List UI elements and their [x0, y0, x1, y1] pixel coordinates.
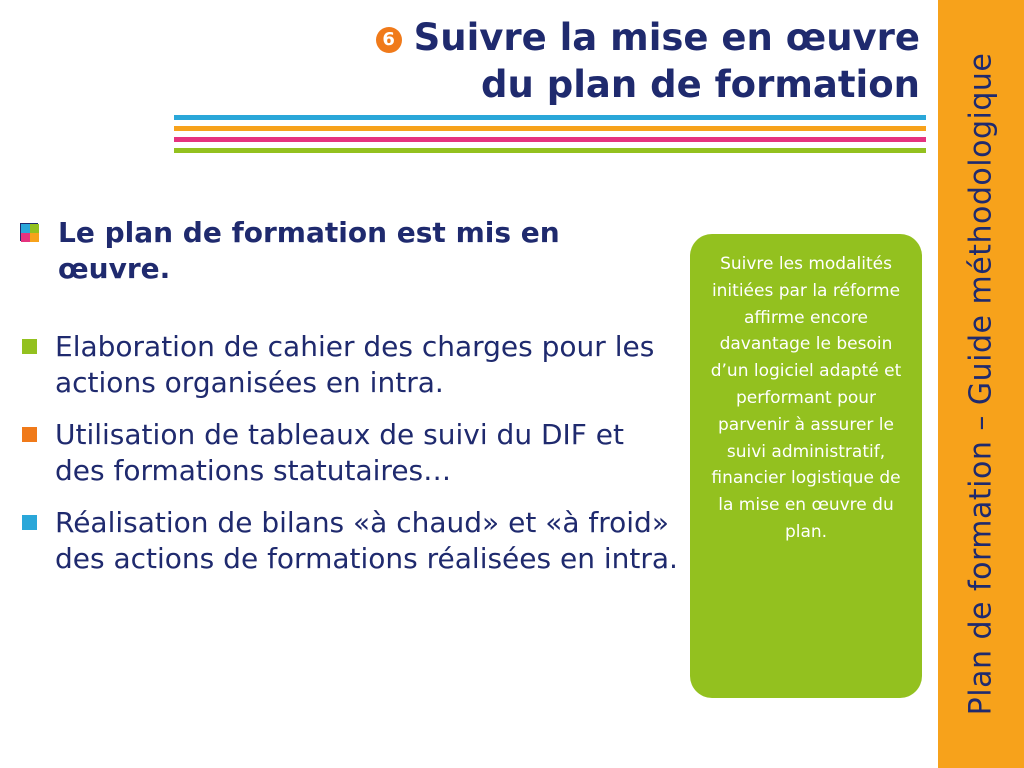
multicolor-square-icon [20, 223, 38, 241]
page-title [376, 14, 920, 108]
stripe-green [174, 148, 926, 153]
orange-square-icon [22, 427, 37, 442]
bullet-text: Elaboration de cahier des charges pour les actions organisées en intra. [55, 330, 655, 399]
bullet-item [18, 417, 678, 489]
stripe-blue [174, 115, 926, 120]
main-heading-row [18, 215, 678, 287]
blue-square-icon [22, 515, 37, 530]
bullet-text: Utilisation de tableaux de suivi du DIF et des formations statutaires… [55, 418, 624, 487]
green-square-icon [22, 339, 37, 354]
bullet-item [18, 329, 678, 401]
callout-box: Suivre les modalités initiées par la réforme affirme encore davantage le besoin d’un logiciel adapté et performant pour parvenir à assurer le suivi administratif, financier logistique de la mise en œuvre du plan. [690, 234, 922, 698]
stripe-pink [174, 137, 926, 142]
stripe-orange [174, 126, 926, 131]
main-heading: Le plan de formation est mis en œuvre. [58, 216, 560, 285]
title-line-1-text: Suivre la mise en œuvre [413, 16, 920, 59]
main-content [18, 215, 678, 593]
number-badge: 6 [376, 27, 402, 53]
bullet-list [18, 329, 678, 577]
title-line-2: du plan de formation [481, 63, 920, 106]
title-line-1 [376, 14, 920, 61]
bullet-item [18, 505, 678, 577]
bullet-text: Réalisation de bilans «à chaud» et «à froid» des actions de formations réalisées en intra. [55, 506, 678, 575]
sidebar-label: Plan de formation – Guide méthodologique [963, 52, 999, 716]
